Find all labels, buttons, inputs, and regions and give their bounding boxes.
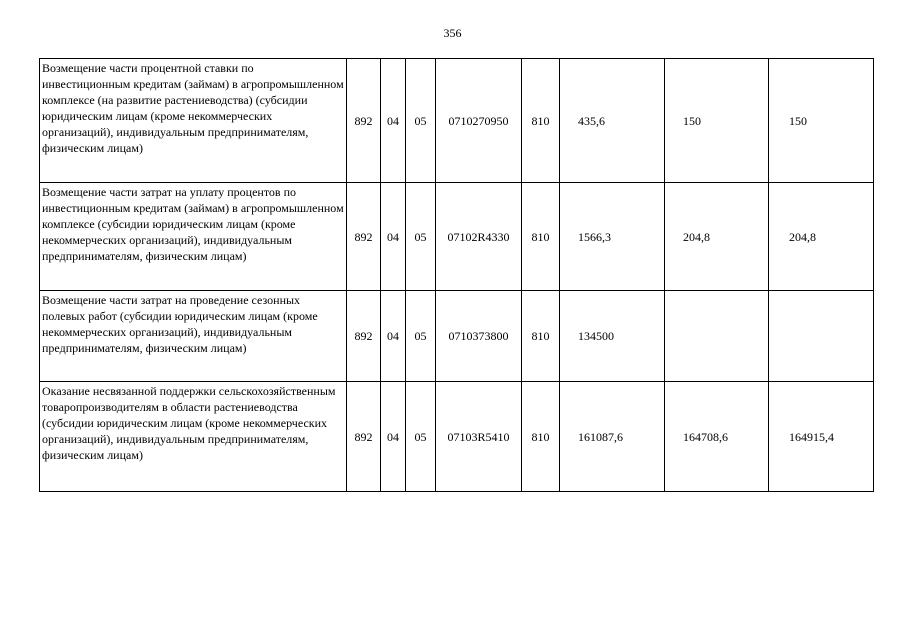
subsection-code: 05 — [406, 382, 436, 492]
amount-year-2: 150 — [665, 59, 769, 183]
row-description: Возмещение части процентной ставки по инвестиционным кредитам (займам) в агропромышленном комплексе (на развитие растениеводства) (субсидии юридическим лицам (кроме некоммерческих организаций), индивидуальным предпринимателям, физическим лицам) — [40, 59, 347, 183]
section-code: 04 — [381, 382, 406, 492]
subsection-code: 05 — [406, 59, 436, 183]
row-description: Возмещение части затрат на проведение сезонных полевых работ (субсидии юридическим лицам (кроме некоммерческих организаций), индивидуальным предпринимателям, физическим лицам) — [40, 291, 347, 382]
ministry-code: 892 — [347, 291, 381, 382]
row-description: Возмещение части затрат на уплату процентов по инвестиционным кредитам (займам) в агропромышленном комплексе (субсидии юридическим лицам (кроме некоммерческих организаций), индивидуальным предпринимателям, физическим лицам) — [40, 183, 347, 291]
amount-year-3: 164915,4 — [769, 382, 874, 492]
row-description: Оказание несвязанной поддержки сельскохозяйственным товаропроизводителям в области растениеводства (субсидии юридическим лицам (кроме некоммерческих организаций), индивидуальным предпринимателям, физическим лицам) — [40, 382, 347, 492]
section-code: 04 — [381, 183, 406, 291]
expense-type-code: 810 — [522, 183, 560, 291]
amount-year-1: 134500 — [560, 291, 665, 382]
section-code: 04 — [381, 291, 406, 382]
ministry-code: 892 — [347, 59, 381, 183]
expense-type-code: 810 — [522, 59, 560, 183]
amount-year-1: 1566,3 — [560, 183, 665, 291]
amount-year-1: 161087,6 — [560, 382, 665, 492]
target-item-code: 0710270950 — [436, 59, 522, 183]
ministry-code: 892 — [347, 183, 381, 291]
amount-year-3: 150 — [769, 59, 874, 183]
amount-year-3: 204,8 — [769, 183, 874, 291]
ministry-code: 892 — [347, 382, 381, 492]
amount-year-2: 204,8 — [665, 183, 769, 291]
target-item-code: 07103R5410 — [436, 382, 522, 492]
table-row — [40, 183, 874, 291]
table-row — [40, 291, 874, 382]
target-item-code: 07102R4330 — [436, 183, 522, 291]
table-row — [40, 59, 874, 183]
target-item-code: 0710373800 — [436, 291, 522, 382]
page-number: 356 — [443, 26, 462, 40]
table-row — [40, 382, 874, 492]
amount-year-3 — [769, 291, 874, 382]
budget-table — [39, 58, 874, 492]
amount-year-2: 164708,6 — [665, 382, 769, 492]
expense-type-code: 810 — [522, 382, 560, 492]
amount-year-1: 435,6 — [560, 59, 665, 183]
subsection-code: 05 — [406, 183, 436, 291]
section-code: 04 — [381, 59, 406, 183]
subsection-code: 05 — [406, 291, 436, 382]
amount-year-2 — [665, 291, 769, 382]
expense-type-code: 810 — [522, 291, 560, 382]
